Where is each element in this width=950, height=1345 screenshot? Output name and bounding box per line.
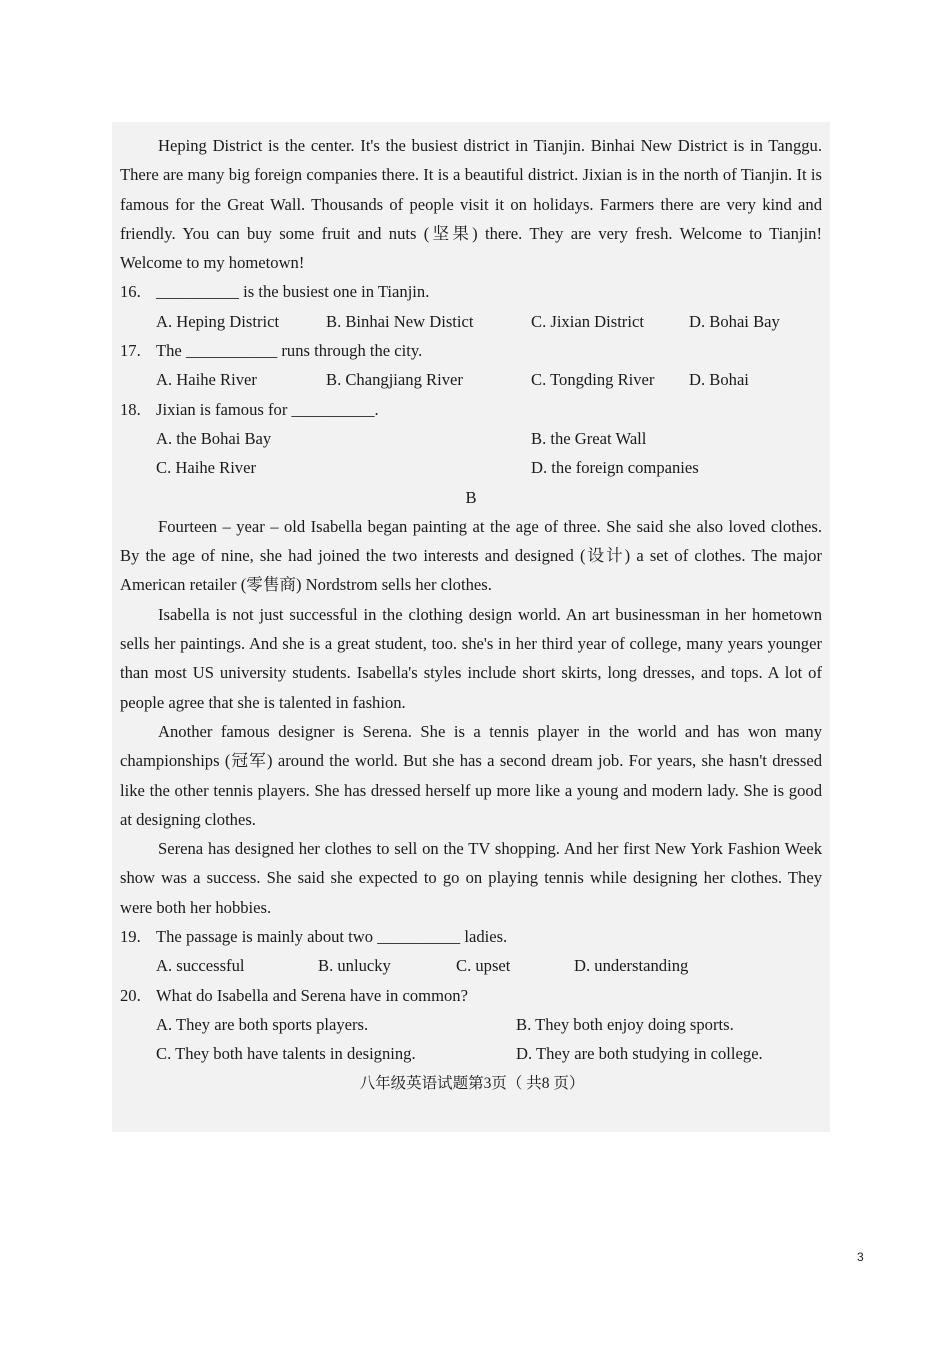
passage-a-paragraph: Heping District is the center. It's the busiest district in Tianjin. Binhai New District is in Tanggu. There are many big foreign companies there. It is a beautiful district. Jixian is in the north of Tianjin. It is famous for the Great Wall. Thousands of people visit it on holidays. Farmers there are very kind and friendly. You can buy some fruit and nuts (坚果) there. They are very fresh. Welcome to Tianjin! Welcome to my hometown! [120,136,822,273]
question-17 [120,336,822,365]
question-20 [120,981,822,1010]
question-number: 18. [120,399,141,419]
question-stem: ladies. [464,927,508,947]
option-b: B. Changjiang River [326,370,463,390]
answer-blank: __________ [156,282,239,302]
passage-b-paragraph-1: Fourteen – year – old Isabella began painting at the age of three. She said she also loved clothes. By the age of nine, she had joined the two interests and designed (设计) a set of clothes. The major American retailer (零售商) Nordstrom sells her clothes. [120,516,822,595]
question-17-options [120,365,822,394]
question-number: 19. [120,927,141,947]
question-16 [120,277,822,306]
option-a: A. successful [156,956,245,976]
question-stem-start: The [156,341,182,361]
option-b: B. Binhai New Distict [326,311,474,331]
option-d: D. Bohai Bay [689,311,780,331]
option-d: D. the foreign companies [531,458,699,478]
question-16-options [120,307,822,336]
question-stem: What do Isabella and Serena have in common? [156,985,468,1005]
question-stem: is the busiest one in Tianjin. [243,282,430,302]
question-18 [120,395,822,424]
option-d: D. understanding [574,956,689,976]
option-a: A. Heping District [156,311,280,331]
page-number: 3 [857,1250,864,1264]
passage-b-paragraph-3: Another famous designer is Serena. She is a tennis player in the world and has won many championships (冠军) around the world. But she has a second dream job. For years, she hasn't dressed like the other tennis players. She has dressed herself up more like a young and modern lady. She is good at designing clothes. [120,721,822,829]
question-number: 16. [120,282,141,302]
question-stem-start: The passage is mainly about two [156,927,374,947]
option-b: B. unlucky [318,956,391,976]
option-d: D. Bohai [689,370,749,390]
option-c: C. Haihe River [156,458,257,478]
answer-blank: ___________ [185,341,278,361]
question-18-options-row-1 [120,424,822,453]
passage-b-paragraph-4: Serena has designed her clothes to sell on the TV shopping. And her first New York Fashion Week show was a success. She said she expected to go on playing tennis while designing her clothes. They were both her hobbies. [120,839,822,917]
answer-blank: __________ [291,399,375,419]
exam-content [120,131,822,1098]
option-c: C. Tongding River [531,370,655,390]
option-c: C. Jixian District [531,311,644,331]
option-c: C. They both have talents in designing. [156,1044,416,1064]
option-a: A. Haihe River [156,370,257,390]
option-a: A. They are both sports players. [156,1014,369,1034]
option-a: A. the Bohai Bay [156,428,272,448]
question-stem-start: Jixian is famous for [156,399,288,419]
question-number: 17. [120,341,141,361]
option-b: B. They both enjoy doing sports. [516,1014,734,1034]
question-18-options-row-2 [120,453,822,482]
option-c: C. upset [456,956,511,976]
question-stem: runs through the city. [281,341,423,361]
question-number: 20. [120,985,141,1005]
question-19 [120,922,822,951]
question-19-options [120,951,822,980]
question-20-options-row-1 [120,1010,822,1039]
page-footer: 八年级英语试题第3页（ 共8 页） [359,1074,585,1092]
answer-blank: __________ [377,927,461,947]
option-d: D. They are both studying in college. [516,1044,763,1064]
section-b-heading: B [465,487,477,507]
option-b: B. the Great Wall [531,428,647,448]
passage-b-paragraph-2: Isabella is not just successful in the clothing design world. An art businessman in her hometown sells her paintings. And she is a great student, too. she's in her third year of college, many years younger than most US university students. Isabella's styles include short skirts, long dresses, and tops. A lot of people agree that she is talented in fashion. [120,604,822,712]
question-20-options-row-2 [120,1039,822,1068]
question-stem: . [374,399,379,419]
